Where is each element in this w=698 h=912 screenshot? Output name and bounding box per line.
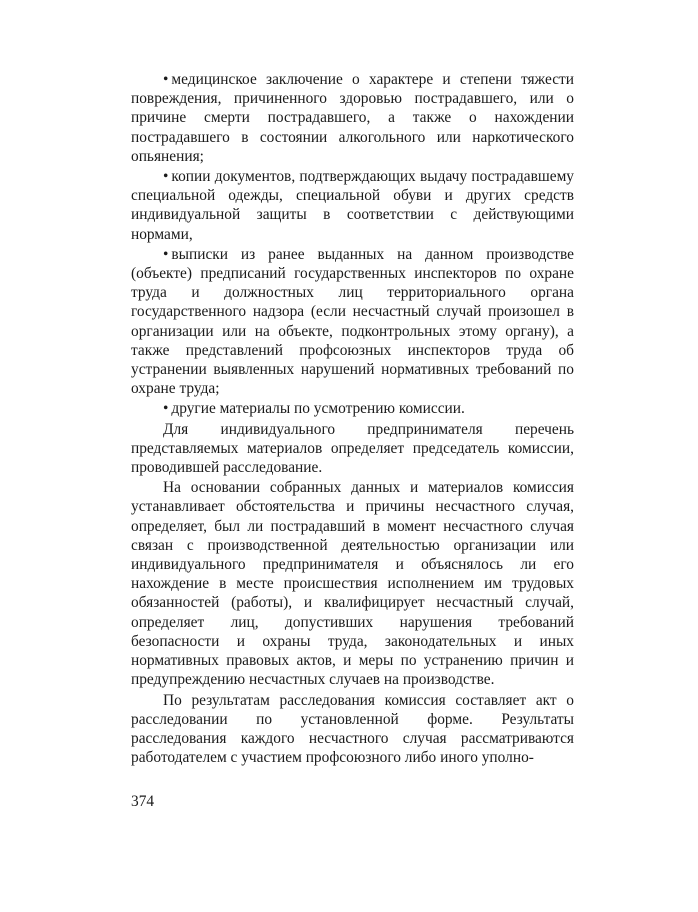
bullet-icon: • bbox=[163, 400, 169, 418]
bullet-text: медицинское заключение о характере и степени тяжести повреждения, причиненного здоровью пострадавшего, или о причине смерти пострадавшего, а также о нахождении пострадавшего в состоянии алкогольного или наркотического опьянения; bbox=[131, 71, 574, 165]
bullet-text: другие материалы по усмотрению комиссии. bbox=[171, 400, 465, 418]
page-body bbox=[131, 70, 574, 767]
bullet-item bbox=[131, 399, 574, 418]
bullet-icon: • bbox=[163, 71, 169, 88]
bullet-icon: • bbox=[163, 245, 169, 263]
page-number: 374 bbox=[131, 793, 155, 810]
bullet-item bbox=[131, 245, 574, 399]
bullet-icon: • bbox=[163, 168, 169, 186]
body-paragraph: На основании собранных данных и материалов комиссия устанавливает обстоятельства и причины несчастного случая, определяет, был ли пострадавший в момент несчастного случая связан с производственной деятельностью организации или индивидуального предпринимателя и объяснялось ли его нахождение в месте происшествия исполнением им трудовых обязанностей (работы), и квалифицирует несчастный случай, определяет лиц, допустивших нарушения требований безопасности и охраны труда, законодательных и иных нормативных правовых актов, и меры по устранению причин и предупреждению несчастных случаев на производстве. bbox=[131, 479, 574, 689]
body-paragraph: По результатам расследования комиссия составляет акт о расследовании по установленной форме. Результаты расследования каждого несчастного случая рассматриваются работодателем с участием профсоюзного либо иного уполно- bbox=[131, 691, 574, 767]
bullet-text: копии документов, подтверждающих выдачу пострадавшему специальной одежды, специальной обуви и других средств индивидуальной защиты в соответствии с действующими нормами, bbox=[131, 168, 574, 243]
bullet-item bbox=[131, 167, 574, 244]
body-paragraph: Для индивидуального предпринимателя перечень представляемых материалов определяет председатель комиссии, проводившей расследование. bbox=[131, 420, 574, 477]
bullet-item bbox=[131, 70, 574, 166]
bullet-text: выписки из ранее выданных на данном производстве (объекте) предписаний государственных инспекторов по охране труда и должностных лиц территориального органа государственного надзора (если несчастный случай произошел в организации или на объекте, подконтрольных этому органу), а также представлений профсоюзных инспекторов труда об устранении выявленных нарушений нормативных требований по охране труда; bbox=[131, 245, 574, 398]
